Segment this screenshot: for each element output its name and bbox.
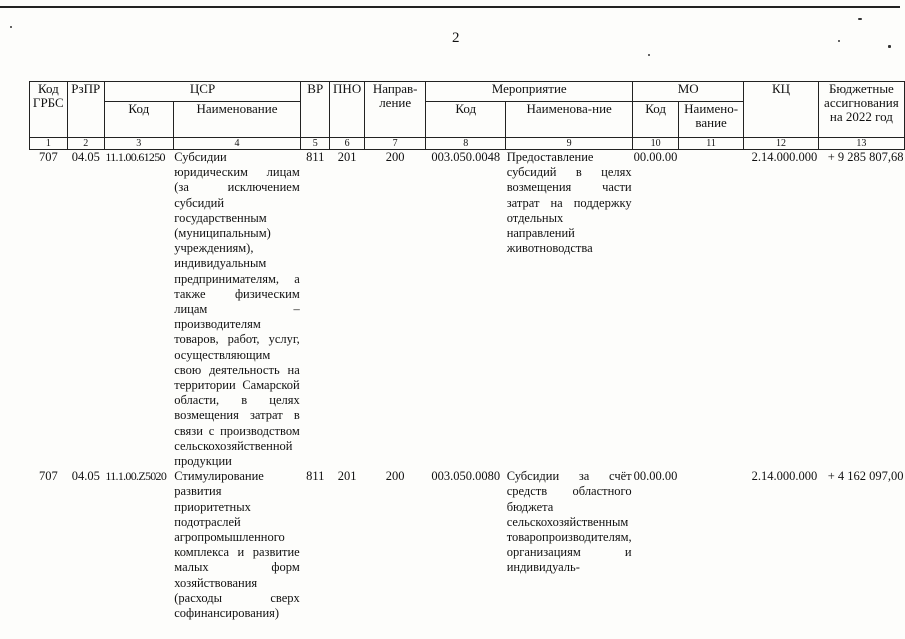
cell-napravlenie: 200: [385, 150, 405, 164]
cell-mer-name: Предоставление субсидий в целях возмещения части затрат на поддержку отдельных направлений животноводства: [506, 150, 632, 256]
column-number: 11: [679, 138, 744, 150]
top-rule: [0, 6, 900, 8]
column-number: 6: [330, 138, 365, 150]
header-mo-kod: Код: [633, 102, 679, 138]
header-meropriyatie: Мероприятие: [426, 82, 633, 102]
column-number: 2: [67, 138, 104, 150]
cell-pno: 201: [337, 469, 357, 484]
cell-rzpr: 04.05: [71, 469, 100, 484]
page-number: 2: [452, 30, 460, 46]
table-row: [30, 150, 905, 470]
scan-speck: [838, 40, 840, 42]
header-rzpr: РзПР: [67, 82, 104, 138]
column-number: 5: [301, 138, 330, 150]
scan-speck: [10, 26, 12, 28]
cell-mo-name: [679, 469, 744, 621]
cell-mer-kod: 003.050.0080: [431, 469, 501, 484]
scan-speck: [648, 54, 650, 56]
table-row: [30, 469, 905, 621]
header-csr-kod: Код: [104, 102, 173, 138]
header-csr-name: Наименование: [173, 102, 301, 138]
header-csr: ЦСР: [104, 82, 300, 102]
cell-pno: 201: [337, 150, 357, 164]
cell-kod-grbs: 707: [38, 469, 58, 484]
cell-csr-kod: 11.1.00.Z5020: [105, 469, 167, 484]
budget-table: [29, 81, 905, 621]
column-number-row: [30, 138, 905, 150]
cell-kc: 2.14.000.000: [751, 469, 818, 484]
header-mo: МО: [633, 82, 744, 102]
cell-vr: 811: [306, 469, 325, 484]
cell-mo-kod: 00.00.00: [633, 469, 678, 484]
header-kc: КЦ: [744, 82, 819, 138]
header-vr: ВР: [301, 82, 330, 138]
column-number: 1: [30, 138, 68, 150]
cell-kc: 2.14.000.000: [751, 150, 818, 164]
cell-mer-name: Субсидии за счёт средств областного бюджета сельскохозяйственным товаропроизводителям, организациям и индивидуаль-: [506, 469, 632, 575]
header-mer-kod: Код: [426, 102, 506, 138]
column-number: 9: [506, 138, 633, 150]
cell-kod-grbs: 707: [38, 150, 58, 164]
column-number: 8: [426, 138, 506, 150]
cell-mo-name: [679, 150, 744, 470]
column-number: 10: [633, 138, 679, 150]
cell-budget: + 4 162 097,00: [827, 469, 904, 484]
cell-csr-kod: 11.1.00.61250: [105, 150, 165, 164]
cell-mer-kod: 003.050.0048: [431, 150, 501, 164]
cell-napravlenie: 200: [385, 469, 405, 484]
column-number: 4: [173, 138, 301, 150]
cell-mo-kod: 00.00.00: [633, 150, 678, 164]
column-number: 3: [104, 138, 173, 150]
cell-csr-name: Стимулирование развития приоритетных подотраслей агропромышленного комплекса и развитие малых форм хозяйствования (расходы сверх софинансирования): [174, 469, 300, 621]
cell-csr-name: Субсидии юридическим лицам (за исключением субсидий государственным (муниципальным) учреждениям), индивидуальным предпринимателям, а также физическим лицам – производителям товаров, работ, услуг, осуществляющим свою деятельность на территории Самарской области, в целях возмещения затрат в связи с производством сельскохозяйственной продукции: [174, 150, 300, 469]
header-row-1: [30, 82, 905, 102]
column-number: 7: [365, 138, 426, 150]
header-mer-name: Наименова-ние: [506, 102, 633, 138]
cell-vr: 811: [306, 150, 325, 164]
scan-speck: [858, 18, 862, 20]
scan-speck: [888, 45, 891, 48]
header-kod-grbs: Код ГРБС: [30, 82, 68, 138]
header-mo-name: Наимено-вание: [679, 102, 744, 138]
column-number: 12: [744, 138, 819, 150]
header-budget: Бюджетные ассигнования на 2022 год: [818, 82, 904, 138]
header-pno: ПНО: [330, 82, 365, 138]
cell-rzpr: 04.05: [71, 150, 100, 164]
cell-budget: + 9 285 807,68: [827, 150, 904, 164]
column-number: 13: [818, 138, 904, 150]
header-napravlenie: Направ-ление: [365, 82, 426, 138]
